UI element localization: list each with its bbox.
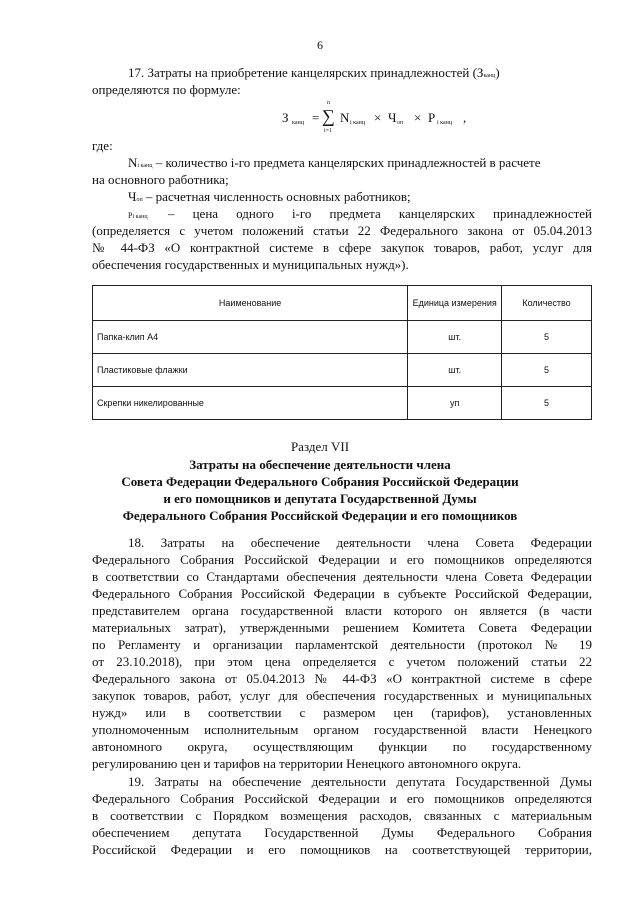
item19-line: Федерального Собрания Российской Федерации и его помощников определяются — [92, 791, 592, 806]
section-title-line: Федерального Собрания Российской Федерации и его помощников — [122, 508, 518, 523]
cell-name: Папка-клип А4 — [93, 321, 408, 354]
item18-line: материальных затрат), утвержденными решением Комитета Совета Федерации — [92, 620, 592, 635]
cell-quantity: 5 — [502, 387, 592, 420]
item18-line: 18. Затраты на обеспечение деятельности члена Совета Федерации — [128, 535, 592, 550]
item18-line: регулированию цен и тарифов на территории Ненецкого автономного округа. — [92, 756, 522, 771]
item19-line: обеспечением депутата Государственной Думы Федерального Собрания — [92, 825, 592, 840]
def-p-text: – цена одного i-го предмета канцелярских принадлежностей — [168, 206, 592, 221]
cell-unit: шт. — [408, 354, 502, 387]
section-title-line: и его помощников и депутата Государственной Думы — [163, 491, 477, 506]
item18-line: в соответствии со Стандартами обеспечения деятельности члена Совета Федерации — [92, 569, 592, 584]
def-n-line1: Ni канц – количество i-го предмета канцелярских принадлежностей в расчете — [128, 155, 541, 170]
supplies-table — [92, 285, 592, 420]
def-p-line1: Pi канц — [128, 211, 148, 220]
page-number: 6 — [317, 38, 323, 52]
def-p-line2: (определяется с учетом положений статьи 22 Федерального закона от 05.04.2013 — [92, 223, 592, 238]
section-title-line: Затраты на обеспечение деятельности члена — [189, 457, 451, 472]
def-p-line4: обеспечения государственных и муниципальных нужд»). — [92, 257, 409, 272]
cell-unit: шт. — [408, 321, 502, 354]
item18-line: уполномоченным исполнительным органом государственной власти Ненецкого — [92, 722, 592, 737]
item17-line2: определяются по формуле: — [92, 82, 241, 97]
header-quantity: Количество — [502, 286, 592, 321]
item17-line1: 17. Затраты на приобретение канцелярских принадлежностей (Зканц) — [128, 65, 500, 80]
def-ch: Чоп – расчетная численность основных работников; — [128, 189, 411, 204]
item18-line: Федерального закона от 05.04.2013 № 44-ФЗ «О контрактной системе в сфере — [92, 671, 592, 686]
item19-line: Российской Федерации и его помощников на соответствующей территории, — [92, 842, 592, 857]
item18-line: от 23.10.2018), при этом цена определяется с учетом положений статьи 22 — [92, 654, 592, 669]
where-label: где: — [92, 138, 113, 153]
table-header-row — [93, 286, 592, 321]
cell-quantity: 5 — [502, 321, 592, 354]
section-number: Раздел VII — [290, 439, 350, 454]
item19-line: в соответствии с Порядком возмещения расходов, связанных с материальным — [92, 808, 592, 823]
item18-line: нужд» или в соответствии с размером цен (тарифов), установленных — [92, 705, 592, 720]
header-unit: Единица измерения — [408, 286, 502, 321]
cell-name: Пластиковые флажки — [93, 354, 408, 387]
table-row — [93, 354, 592, 387]
def-n-line2: на основного работника; — [92, 172, 229, 187]
header-name: Наименование — [93, 286, 408, 321]
item18-line: Федерального Собрания Российской Федерации и его помощников определяются — [92, 552, 592, 567]
def-p-line3: № 44-ФЗ «О контрактной системе в сфере закупок товаров, работ, услуг для — [92, 240, 592, 255]
cell-unit: уп — [408, 387, 502, 420]
section-title-line: Совета Федерации Федерального Собрания Российской Федерации — [121, 474, 519, 489]
item19-line: 19. Затраты на обеспечение деятельности депутата Государственной Думы — [128, 774, 592, 789]
cost-formula: З канц = n ∑ i=1 N i канц × Ч оп × P i канц , — [282, 100, 467, 134]
item18-line: закупок товаров, работ, услуг для обеспечения государственных и муниципальных — [92, 688, 592, 703]
item18-line: представителем органа государственной власти которого он является (в части — [92, 603, 592, 618]
item18-line: Федерального Собрания Российской Федерации в субъекте Российской Федерации, — [92, 586, 592, 601]
cell-name: Скрепки никелированные — [93, 387, 408, 420]
table-row — [93, 321, 592, 354]
item18-line: автономного округа, осуществляющим функции по государственному — [92, 739, 592, 754]
item18-line: по Регламенту и организации парламентской деятельности (протокол № 19 — [92, 637, 592, 652]
cell-quantity: 5 — [502, 354, 592, 387]
table-row — [93, 387, 592, 420]
